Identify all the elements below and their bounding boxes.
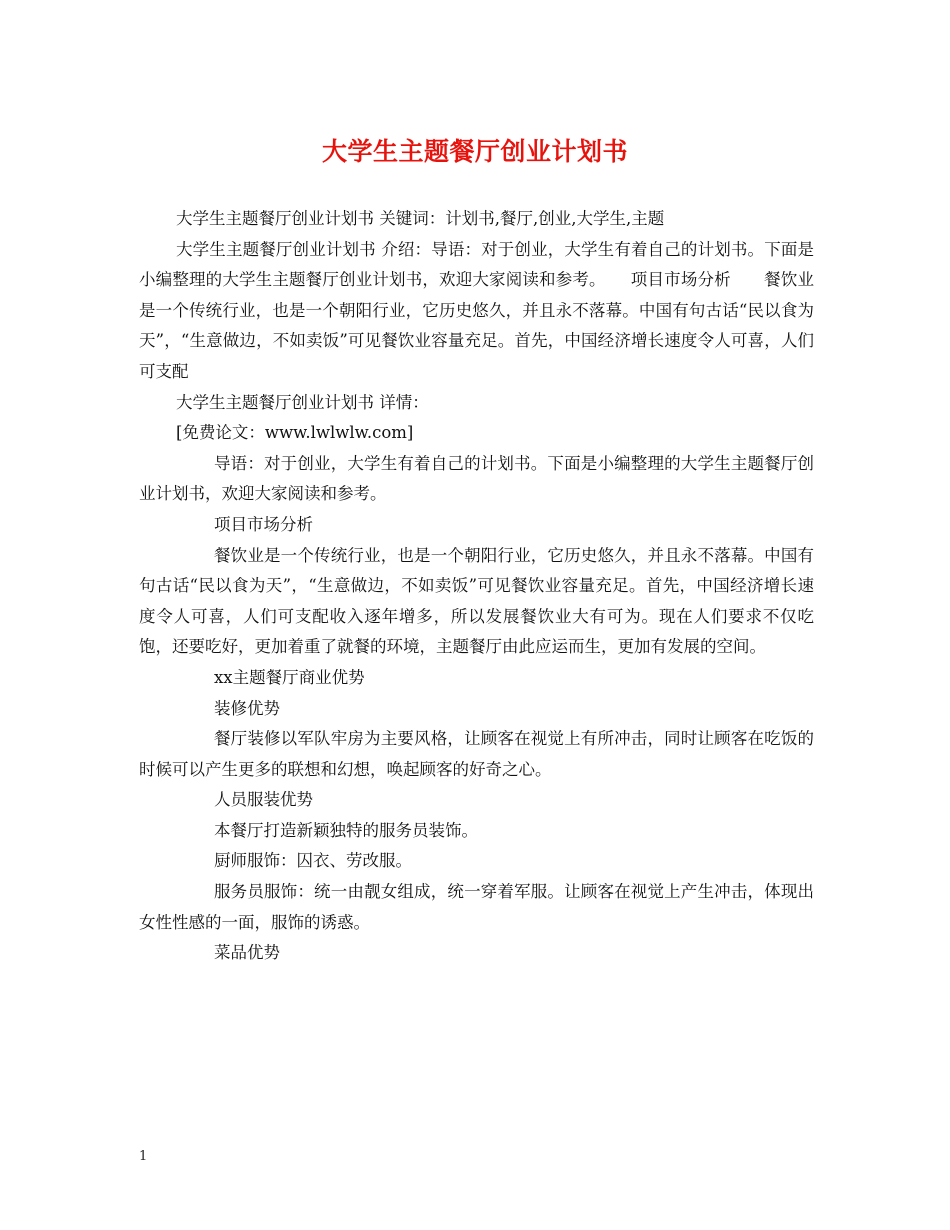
section-heading: 项目市场分析 [214, 514, 313, 534]
keywords-line: 大学生主题餐厅创业计划书 关键词：计划书,餐厅,创业,大学生,主题 [176, 209, 665, 228]
details-line: 大学生主题餐厅创业计划书 详情： [176, 392, 429, 412]
body-paragraph: 厨师服饰：囚衣、劳改服。 [214, 851, 412, 871]
body-paragraph: 餐饮业是一个传统行业，也是一个朝阳行业，它历史悠久，并且永不落幕。中国有句古话“民以食为天”，“生意做边，不如卖饭”可见餐饮业容量充足。首先，中国经济增长速度令人可喜，人们可支配收入逐年增多，所以发展餐饮业大有可为。现在人们要求不仅吃饱，还要吃好，更加着重了就餐的环境，主题餐厅由此应运而生，更加有发展的空间。 [139, 545, 814, 657]
intro-paragraph: 大学生主题餐厅创业计划书 介绍：导语：对于创业，大学生有着自己的计划书。下面是小编整理的大学生主题餐厅创业计划书，欢迎大家阅读和参考。 项目市场分析 餐饮业是一个传统行业，也是一个朝阳行业，它历史悠久，并且永不落幕。中国有句古话“民以食为天”，“生意做边，不如卖饭”可见餐饮业容量充足。首先，中国经济增长速度令人可喜，人们可支配 [139, 239, 814, 381]
section-heading: 菜品优势 [214, 943, 280, 963]
page-number: 1 [139, 1149, 148, 1164]
body-paragraph: 导语：对于创业，大学生有着自己的计划书。下面是小编整理的大学生主题餐厅创业计划书，欢迎大家阅读和参考。 [139, 453, 814, 504]
source-line: [免费论文：www.lwlwlw.com] [176, 423, 414, 443]
section-heading: xx主题餐厅商业优势 [214, 667, 365, 687]
document-title: 大学生主题餐厅创业计划书 [321, 137, 628, 166]
section-heading: 人员服装优势 [214, 790, 313, 810]
body-paragraph: 餐厅装修以军队牢房为主要风格，让顾客在视觉上有所冲击，同时让顾客在吃饭的时候可以产生更多的联想和幻想，唤起顾客的好奇之心。 [139, 729, 814, 779]
body-paragraph: 本餐厅打造新颖独特的服务员装饰。 [214, 820, 478, 840]
document-body [139, 204, 814, 969]
body-paragraph: 服务员服饰：统一由靓女组成，统一穿着军服。让顾客在视觉上产生冲击，体现出女性性感的一面，服饰的诱惑。 [139, 882, 814, 932]
section-heading: 装修优势 [214, 698, 280, 718]
